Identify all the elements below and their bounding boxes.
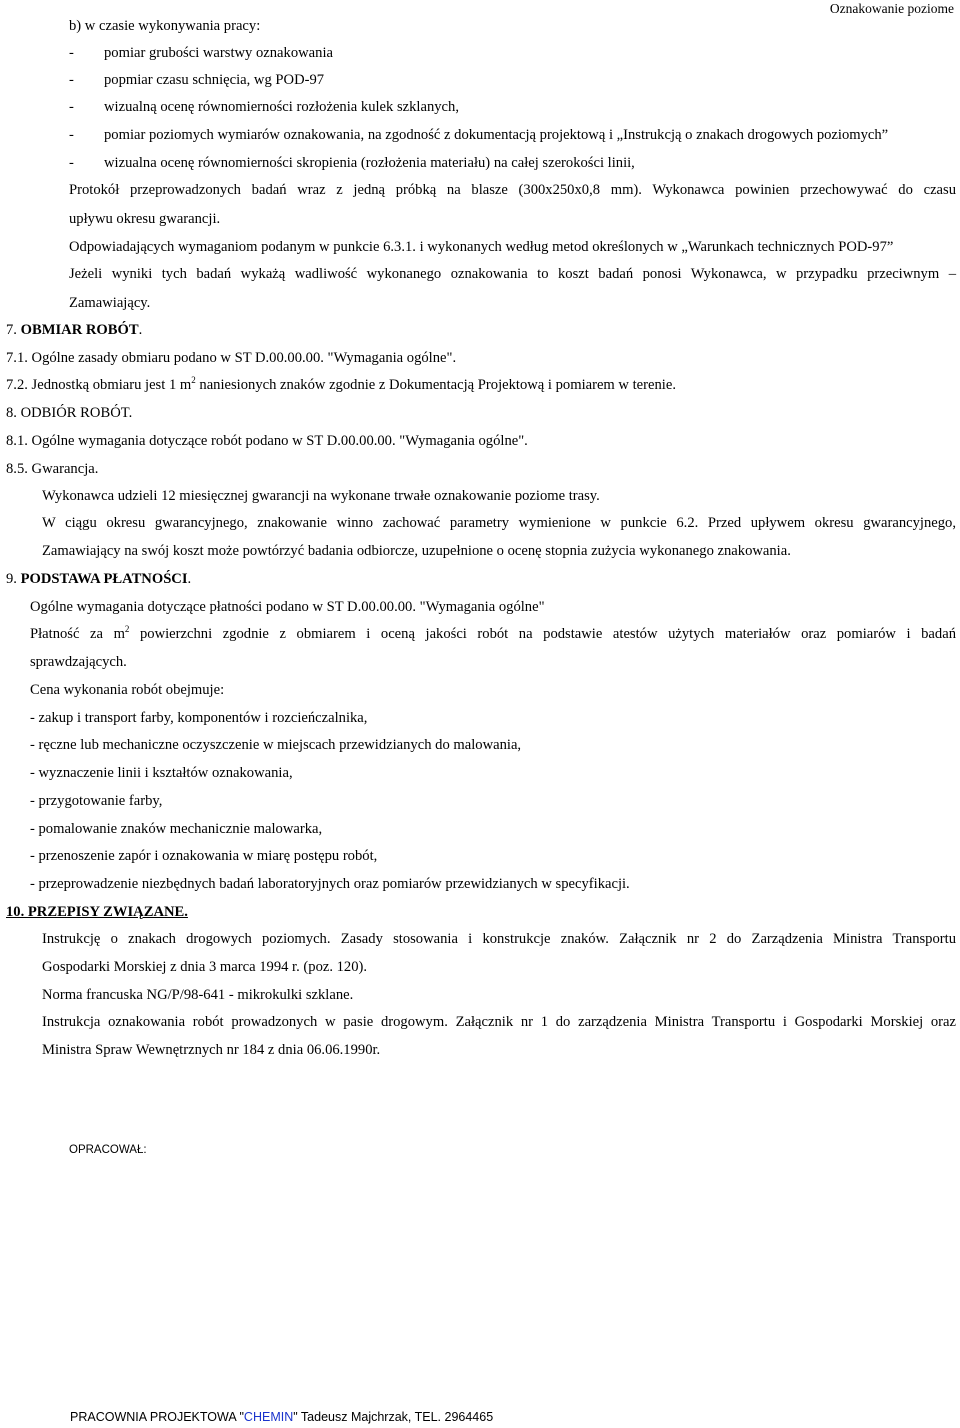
paragraph-8-1: 8.1. Ogólne wymagania dotyczące robót podano w ST D.00.00.00. "Wymagania ogólne". — [6, 433, 528, 449]
footer-text: " Tadeusz Majchrzak, TEL. 2964465 — [293, 1410, 494, 1424]
page-footer — [70, 1410, 493, 1424]
section-9-title — [6, 570, 191, 588]
guarantee-line: Zamawiający na swój koszt może powtórzyć badania odbiorcze, uzupełnione o ocenę stopnia zużycia wykonanego znakowania. — [42, 543, 791, 559]
prepared-by-label: OPRACOWAŁ: — [69, 1144, 147, 1156]
regulation-line: Norma francuska NG/P/98-641 - mikrokulki szklane. — [42, 987, 354, 1003]
protocol-line: Protokół przeprowadzonych badań wraz z jedną próbką na blasze (300x250x0,8 mm). Wykonawca powinien przechowywać do czasu — [69, 182, 956, 198]
list-item: popmiar czasu schnięcia, wg POD-97 — [104, 72, 325, 88]
payment-general: Ogólne wymagania dotyczące płatności podano w ST D.00.00.00. "Wymagania ogólne" — [30, 599, 545, 615]
protocol-line: Jeżeli wyniki tych badań wykażą wadliwość wykonanego oznakowania to koszt badań ponosi Wykonawca, w przypadku przeciwnym – — [69, 266, 956, 282]
list-item: wizualna ocenę równomierności skropienia (rozłożenia materiału) na całej szerokości linii, — [104, 155, 635, 171]
payment-line: sprawdzających. — [30, 654, 127, 670]
list-item: - przeprowadzenie niezbędnych badań laboratoryjnych oraz pomiarów przewidzianych w specyfikacji. — [30, 876, 630, 892]
list-item-dash: - — [69, 155, 74, 171]
section-7-title — [6, 321, 142, 339]
text: Płatność za m — [30, 626, 125, 642]
section-8-title: 8. ODBIÓR ROBÓT. — [6, 405, 133, 421]
list-item: - ręczne lub mechaniczne oczyszczenie w miejscach przewidzianych do malowania, — [30, 737, 522, 753]
footer-text: PRACOWNIA PROJEKTOWA " — [70, 1410, 244, 1424]
protocol-line: Zamawiający. — [69, 295, 151, 311]
section-10-title: 10. PRZEPISY ZWIĄZANE. — [6, 904, 188, 920]
regulation-line: Instrukcję o znakach drogowych poziomych. Zasady stosowania i konstrukcje znaków. Załącznik nr 2 do Zarządzenia Ministra Transportu — [42, 931, 956, 947]
paragraph-7-2 — [6, 376, 676, 395]
section-title: PODSTAWA PŁATNOŚCI — [20, 571, 188, 587]
list-item-dash: - — [69, 99, 74, 115]
superscript: 2 — [191, 375, 196, 385]
section-number: 9. — [6, 571, 17, 587]
section-title: OBMIAR ROBÓT — [20, 322, 139, 338]
list-item-dash: - — [69, 45, 74, 61]
section-period: . — [138, 322, 143, 338]
text: 7.2. Jednostką obmiaru jest 1 m — [6, 377, 192, 393]
list-item: - przenoszenie zapór i oznakowania w miarę postępu robót, — [30, 848, 378, 864]
regulation-line: Ministra Spraw Wewnętrznych nr 184 z dnia 06.06.1990r. — [42, 1042, 381, 1058]
price-includes-heading: Cena wykonania robót obejmuje: — [30, 682, 225, 698]
text: powierzchni zgodnie z obmiarem i oceną jakości robót na podstawie atestów użytych materiałów oraz pomiarów i badań — [129, 626, 956, 642]
list-item: pomiar poziomych wymiarów oznakowania, na zgodność z dokumentacją projektową i „Instrukcją o znakach drogowych poziomych” — [104, 127, 889, 143]
regulation-line: Instrukcja oznakowania robót prowadzonych w pasie drogowym. Załącznik nr 1 do zarządzenia Ministra Transportu i Gospodarki Morskiej oraz — [42, 1014, 956, 1030]
section-number: 7. — [6, 322, 17, 338]
text: naniesionych znaków zgodnie z Dokumentacją Projektową i pomiarem w terenie. — [195, 377, 676, 393]
paragraph-8-5: 8.5. Gwarancja. — [6, 461, 99, 477]
list-item-dash: - — [69, 127, 74, 143]
paragraph-7-1: 7.1. Ogólne zasady obmiaru podano w ST D.00.00.00. "Wymagania ogólne". — [6, 350, 457, 366]
guarantee-line: Wykonawca udzieli 12 miesięcznej gwarancji na wykonane trwałe oznakowanie poziome trasy. — [42, 488, 600, 504]
during-work-heading: b) w czasie wykonywania pracy: — [69, 18, 261, 34]
list-item: - przygotowanie farby, — [30, 793, 163, 809]
list-item: wizualną ocenę równomierności rozłożenia kulek szklanych, — [104, 99, 459, 115]
protocol-line: upływu okresu gwarancji. — [69, 211, 221, 227]
list-item-dash: - — [69, 72, 74, 88]
list-item: - wyznaczenie linii i kształtów oznakowania, — [30, 765, 293, 781]
list-item: pomiar grubości warstwy oznakowania — [104, 45, 333, 61]
protocol-line: Odpowiadających wymaganiom podanym w punkcie 6.3.1. i wykonanych według metod określonych w „Warunkach technicznych POD-97” — [69, 239, 894, 255]
page-header: Oznakowanie poziome — [829, 1, 954, 16]
list-item: - pomalowanie znaków mechanicznie malowarka, — [30, 821, 323, 837]
footer-brand: CHEMIN — [243, 1410, 294, 1424]
payment-line — [30, 626, 956, 643]
list-item: - zakup i transport farby, komponentów i rozcieńczalnika, — [30, 710, 368, 726]
guarantee-line: W ciągu okresu gwarancyjnego, znakowanie winno zachować parametry wymienione w punkcie 6.2. Przed upływem okresu gwarancyjnego, — [42, 515, 956, 531]
section-period: . — [187, 571, 192, 587]
superscript: 2 — [124, 624, 130, 634]
regulation-line: Gospodarki Morskiej z dnia 3 marca 1994 r. (poz. 120). — [42, 959, 368, 975]
